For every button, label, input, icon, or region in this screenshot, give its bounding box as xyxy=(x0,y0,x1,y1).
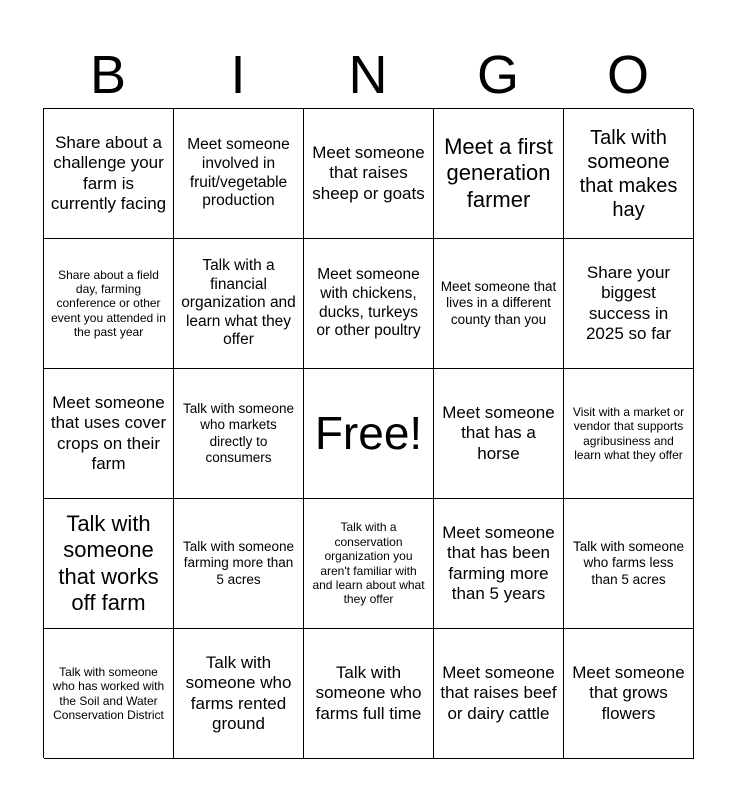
bingo-cell[interactable] xyxy=(304,239,434,369)
cell-text: Talk with someone farming more than 5 acres xyxy=(182,539,295,587)
bingo-cell[interactable] xyxy=(174,629,304,759)
bingo-cell[interactable] xyxy=(304,499,434,629)
header-letter-n: N xyxy=(348,45,388,105)
bingo-cell[interactable] xyxy=(434,239,564,369)
cell-text: Talk with a financial organization and learn what they offer xyxy=(181,257,296,349)
header-letter-o: O xyxy=(606,45,649,105)
bingo-cell[interactable] xyxy=(174,499,304,629)
bingo-cell[interactable] xyxy=(564,369,694,499)
cell-text: Meet someone that grows flowers xyxy=(572,662,685,723)
cell-text: Talk with someone who has worked with the Soil and Water Conservation District xyxy=(52,664,165,722)
header-letter-i: I xyxy=(230,45,246,105)
cell-text: Meet someone that raises sheep or goats xyxy=(312,142,425,203)
bingo-cell[interactable] xyxy=(564,239,694,369)
bingo-cell[interactable] xyxy=(174,109,304,239)
cell-text: Talk with a conservation organization you aren't familiar with and learn about what they offer xyxy=(312,520,425,607)
bingo-cell[interactable] xyxy=(174,369,304,499)
cell-text: Talk with someone who farms less than 5 acres xyxy=(572,539,685,587)
header-letter-g: G xyxy=(476,45,519,105)
bingo-cell[interactable] xyxy=(44,629,174,759)
cell-text: Meet someone involved in fruit/vegetable production xyxy=(187,136,290,210)
bingo-header xyxy=(43,42,693,108)
cell-text: Meet someone that raises beef or dairy cattle xyxy=(440,662,557,723)
cell-text: Visit with a market or vendor that supports agribusiness and learn what they offer xyxy=(572,404,685,462)
cell-text: Share about a challenge your farm is currently facing xyxy=(50,132,167,213)
header-letter-b: B xyxy=(89,45,127,105)
bingo-cell[interactable] xyxy=(564,499,694,629)
bingo-cell[interactable] xyxy=(434,499,564,629)
free-space-cell[interactable] xyxy=(304,369,434,499)
cell-text: Meet someone that has been farming more than 5 years xyxy=(442,522,555,603)
cell-text: Meet a first generation farmer xyxy=(444,133,553,212)
cell-text: Meet someone that has a horse xyxy=(442,402,555,463)
cell-text: Meet someone with chickens, ducks, turkeys or other poultry xyxy=(316,266,421,340)
bingo-cell[interactable] xyxy=(44,499,174,629)
bingo-cell[interactable] xyxy=(304,629,434,759)
bingo-cell[interactable] xyxy=(434,629,564,759)
bingo-cell[interactable] xyxy=(564,629,694,759)
cell-text: Talk with someone who markets directly to consumers xyxy=(182,401,295,465)
bingo-cell[interactable] xyxy=(434,109,564,239)
cell-text: Share your biggest success in 2025 so far xyxy=(585,262,672,343)
cell-text: Talk with someone who farms rented ground xyxy=(185,652,292,733)
bingo-cell[interactable] xyxy=(434,369,564,499)
bingo-cell[interactable] xyxy=(44,369,174,499)
cell-text: Talk with someone that works off farm xyxy=(58,510,159,615)
bingo-cell[interactable] xyxy=(44,109,174,239)
cell-text: Talk with someone that makes hay xyxy=(579,126,678,221)
cell-text: Share about a field day, farming conference or other event you attended in the past year xyxy=(51,267,166,340)
bingo-cell[interactable] xyxy=(304,109,434,239)
bingo-cell[interactable] xyxy=(174,239,304,369)
cell-text: Meet someone that uses cover crops on their farm xyxy=(50,392,167,473)
bingo-cell[interactable] xyxy=(564,109,694,239)
bingo-board xyxy=(43,108,693,758)
cell-text: Meet someone that lives in a different county than you xyxy=(440,279,557,327)
free-space-label: Free! xyxy=(314,406,423,459)
cell-text: Talk with someone who farms full time xyxy=(315,662,422,723)
bingo-cell[interactable] xyxy=(44,239,174,369)
